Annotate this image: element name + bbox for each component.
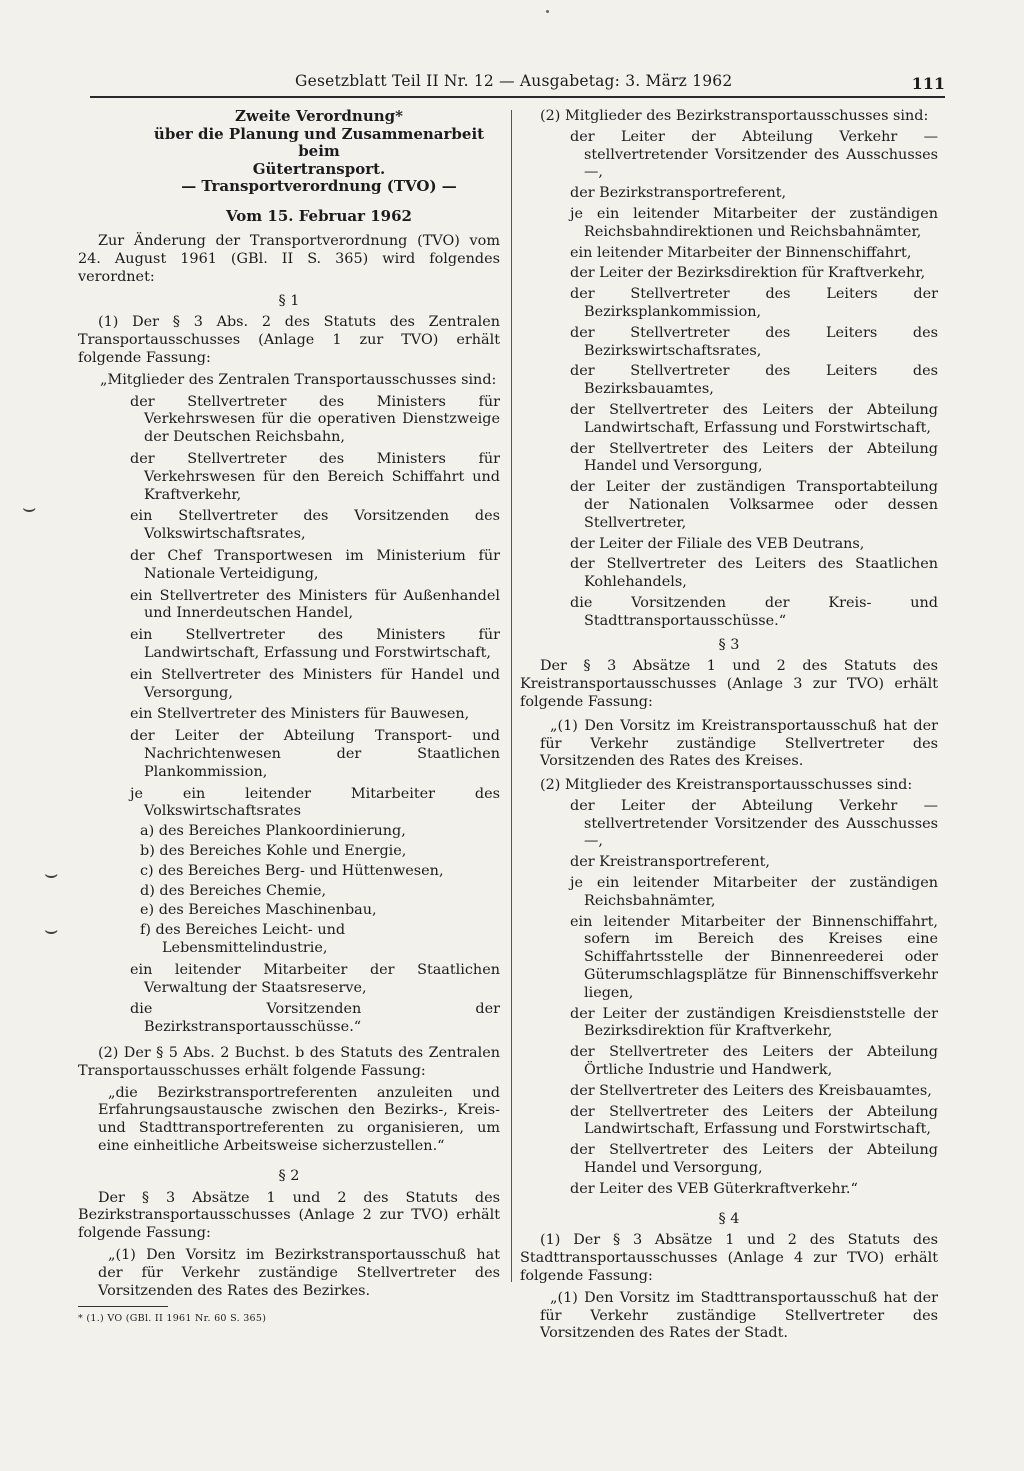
- ordinance-date: Vom 15. Februar 1962: [226, 206, 412, 225]
- paragraph: Der § 3 Absätze 1 und 2 des Statuts des Bezirkstransportausschusses (Anlage 2 zur TVO) erhält folgende Fassung:: [78, 1189, 500, 1242]
- list-item: ein leitender Mitarbeiter der Binnenschiffahrt,: [570, 244, 912, 261]
- list-item: der Leiter der Abteilung Transport- und Nachrichtenwesen der Staatlichen Plankommission,: [130, 728, 500, 780]
- list-item: der Stellvertreter des Leiters der Abteilung Landwirtschaft, Erfassung und Forstwirtschaft,: [570, 401, 938, 436]
- list-item: der Stellvertreter des Leiters des Bezirksbauamtes,: [570, 363, 938, 398]
- list-item: je ein leitender Mitarbeiter der zuständigen Reichsbahnämter,: [570, 875, 938, 909]
- title-line: — Transportverordnung (TVO) —: [181, 177, 457, 195]
- section-heading: § 2: [278, 1167, 300, 1184]
- list-item: ein Stellvertreter des Ministers für Außenhandel und Innerdeutschen Handel,: [130, 587, 500, 622]
- list-item: der Stellvertreter des Leiters der Abteilung Örtliche Industrie und Handwerk,: [570, 1044, 938, 1079]
- intro-paragraph: Zur Änderung der Transportverordnung (TVO) vom 24. August 1961 (GBl. II S. 365) wird folgendes verordnet:: [78, 233, 500, 285]
- sub-list-item: d) des Bereiches Chemie,: [140, 882, 327, 899]
- list-item: der Leiter der zuständigen Transportabteilung der Nationalen Volksarmee oder dessen Stellvertreter,: [570, 479, 938, 531]
- list-item: der Stellvertreter des Leiters des Staatlichen Kohlehandels,: [570, 556, 938, 591]
- list-item: der Stellvertreter des Leiters der Abteilung Landwirtschaft, Erfassung und Forstwirtschaft,: [570, 1103, 938, 1138]
- list-item: je ein leitender Mitarbeiter der zuständigen Reichsbahndirektionen und Reichsbahnämter,: [570, 205, 938, 240]
- list-item: ein Stellvertreter des Vorsitzenden des Volkswirtschaftsrates,: [130, 508, 500, 543]
- list-item: der Stellvertreter des Leiters des Kreisbauamtes,: [570, 1082, 932, 1099]
- list-item: der Stellvertreter des Leiters der Bezirksplankommission,: [570, 286, 938, 320]
- list-item: die Vorsitzenden der Kreis- und Stadttransportausschüsse.“: [570, 594, 938, 629]
- page-header: [90, 72, 945, 96]
- list-item: der Leiter des VEB Güterkraftverkehr.“: [570, 1180, 858, 1197]
- list-item: ein Stellvertreter des Ministers für Landwirtschaft, Erfassung und Forstwirtschaft,: [130, 627, 500, 662]
- paragraph: Der § 3 Absätze 1 und 2 des Statuts des Kreistransportausschusses (Anlage 3 zur TVO) erhält folgende Fassung:: [520, 658, 938, 710]
- list-item: der Kreistransportreferent,: [570, 854, 771, 871]
- paragraph: (2) Mitglieder des Bezirkstransportausschusses sind:: [540, 108, 929, 124]
- list-item: der Bezirkstransportreferent,: [570, 185, 787, 202]
- list-item: der Stellvertreter des Ministers für Verkehrswesen für den Bereich Schiffahrt und Kraftverkehr,: [130, 451, 500, 503]
- quote-intro: „Mitglieder des Zentralen Transportausschusses sind:: [100, 371, 497, 388]
- left-column: [78, 108, 500, 1328]
- right-column: [520, 108, 938, 1343]
- quoted-text: „(1) Den Vorsitz im Kreistransportausschuß hat der für Verkehr zuständige Stellvertreter des Vorsitzenden des Rates des Kreises.: [540, 717, 938, 770]
- paragraph: (1) Der § 3 Abs. 2 des Statuts des Zentralen Transportausschusses (Anlage 1 zur TVO) erhält folgende Fassung:: [78, 314, 500, 367]
- page-number: 111: [911, 74, 945, 93]
- list-item: der Stellvertreter des Leiters des Bezirkswirtschaftsrates,: [570, 324, 938, 359]
- paragraph: (1) Der § 3 Absätze 1 und 2 des Statuts des Stadttransportausschusses (Anlage 4 zur TVO) erhält folgende Fassung:: [520, 1232, 938, 1285]
- list-item: der Leiter der zuständigen Kreisdienststelle der Bezirksdirektion für Kraftverkehr,: [570, 1005, 938, 1040]
- paragraph: (2) Der § 5 Abs. 2 Buchst. b des Statuts des Zentralen Transportausschusses erhält folgende Fassung:: [78, 1044, 500, 1079]
- list-item: ein leitender Mitarbeiter der Binnenschiffahrt, sofern im Bereich des Kreises eine Schiffahrtsstelle der Binnenreederei oder Güterumschlagsplätze für Binnenschiffsverkehr liegen,: [570, 913, 938, 1001]
- sub-list-item: b) des Bereiches Kohle und Energie,: [140, 843, 407, 859]
- sub-list-item: c) des Bereiches Berg- und Hüttenwesen,: [140, 862, 444, 879]
- list-item: der Stellvertreter des Leiters der Abteilung Handel und Versorgung,: [570, 1142, 938, 1177]
- sub-list-item: e) des Bereiches Maschinenbau,: [140, 902, 377, 919]
- column-divider: [511, 110, 512, 1282]
- margin-tick-mark: ⌣: [22, 496, 37, 521]
- header-rule: [90, 96, 945, 98]
- sub-list-item: f) des Bereiches Leicht- und Lebensmittelindustrie,: [140, 922, 346, 956]
- quoted-text: „(1) Den Vorsitz im Bezirkstransportausschuß hat der für Verkehr zuständige Stellvertreter des Vorsitzenden des Rates des Bezirkes.: [98, 1246, 500, 1299]
- paragraph: (2) Mitglieder des Kreistransportausschusses sind:: [540, 777, 913, 794]
- section-heading: § 4: [718, 1210, 740, 1227]
- list-item: der Stellvertreter des Ministers für Verkehrswesen für die operativen Dienstzweige der Deutschen Reichsbahn,: [130, 393, 500, 446]
- quoted-text: „die Bezirkstransportreferenten anzuleiten und Erfahrungsaustausche zwischen den Bezirks-, Kreis- und Stadttransportreferenten zu organisieren, um eine einheitliche Arbeitsweise sicherzustellen.“: [98, 1084, 500, 1154]
- section-heading: § 3: [718, 636, 740, 653]
- list-item: je ein leitender Mitarbeiter des Volkswirtschaftsrates: [130, 785, 500, 820]
- list-item: ein Stellvertreter des Ministers für Bauwesen,: [130, 706, 470, 723]
- list-item: der Chef Transportwesen im Ministerium für Nationale Verteidigung,: [130, 548, 500, 582]
- footnote-rule: [78, 1306, 168, 1307]
- ordinance-title: [78, 108, 500, 196]
- section-heading: § 1: [278, 292, 300, 309]
- title-line: über die Planung und Zusammenarbeit beim: [153, 124, 485, 160]
- list-item: der Leiter der Abteilung Verkehr — stellvertretender Vorsitzender des Ausschusses —,: [570, 797, 938, 850]
- list-item: der Leiter der Abteilung Verkehr — stellvertretender Vorsitzender des Ausschusses —,: [570, 128, 938, 181]
- margin-tick-mark: ⌣: [44, 918, 59, 943]
- title-line: Gütertransport.: [252, 159, 386, 178]
- margin-tick-mark: ⌣: [44, 862, 59, 887]
- list-item: ein Stellvertreter des Ministers für Handel und Versorgung,: [130, 666, 500, 701]
- list-item: der Stellvertreter des Leiters der Abteilung Handel und Versorgung,: [570, 440, 938, 475]
- footnote: * (1.) VO (GBl. II 1961 Nr. 60 S. 365): [78, 1313, 267, 1325]
- running-title: Gesetzblatt Teil II Nr. 12 — Ausgabetag: 3. März 1962: [295, 72, 733, 90]
- scan-speck: [546, 10, 549, 13]
- list-item: die Vorsitzenden der Bezirkstransportausschüsse.“: [130, 1001, 500, 1036]
- list-item: ein leitender Mitarbeiter der Staatlichen Verwaltung der Staatsreserve,: [130, 961, 500, 996]
- sub-list-item: a) des Bereiches Plankoordinierung,: [140, 823, 406, 840]
- list-item: der Leiter der Filiale des VEB Deutrans,: [570, 535, 865, 552]
- quoted-text: „(1) Den Vorsitz im Stadttransportausschuß hat der für Verkehr zuständige Stellvertreter des Vorsitzenden des Rates der Stadt.: [540, 1289, 938, 1342]
- list-item: der Leiter der Bezirksdirektion für Kraftverkehr,: [570, 265, 926, 282]
- title-line: Zweite Verordnung*: [235, 107, 403, 125]
